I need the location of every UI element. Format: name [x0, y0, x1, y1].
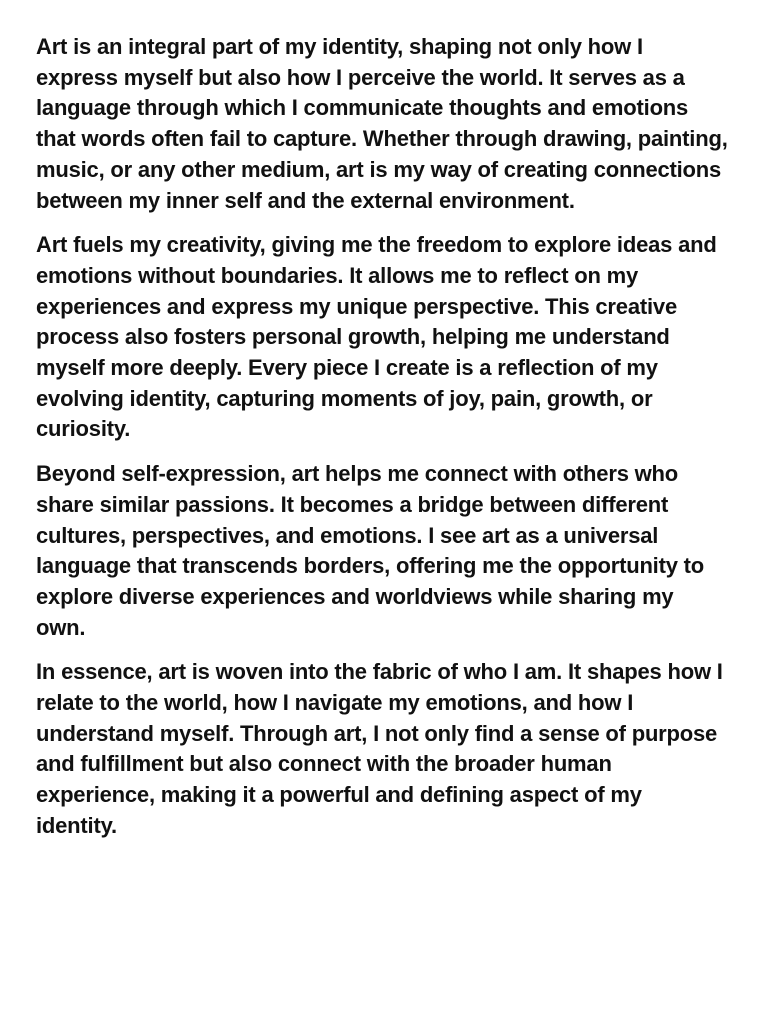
paragraph-4: In essence, art is woven into the fabric of who I am. It shapes how I relate to the world, how I navigate my emotions, and how I understand myself. Through art, I not only find a sense of purpose and fulfillment but also connect with the broader human experience, making it a powerful and defining aspect of my identity. — [36, 659, 723, 838]
paragraph-2: Art fuels my creativity, giving me the freedom to explore ideas and emotions without boundaries. It allows me to reflect on my experiences and express my unique perspective. This creative process also fosters personal growth, helping me understand myself more deeply. Every piece I create is a reflection of my evolving identity, capturing moments of joy, pain, growth, or curiosity. — [36, 232, 717, 442]
document-body — [36, 32, 728, 856]
paragraph-1: Art is an integral part of my identity, shaping not only how I express myself but also how I perceive the world. It serves as a language through which I communicate thoughts and emotions that words often fail to capture. Whether through drawing, painting, music, or any other medium, art is my way of creating connections between my inner self and the external environment. — [36, 34, 728, 213]
paragraph-3: Beyond self-expression, art helps me connect with others who share similar passions. It becomes a bridge between different cultures, perspectives, and emotions. I see art as a universal language that transcends borders, offering me the opportunity to explore diverse experiences and worldviews while sharing my own. — [36, 461, 705, 640]
